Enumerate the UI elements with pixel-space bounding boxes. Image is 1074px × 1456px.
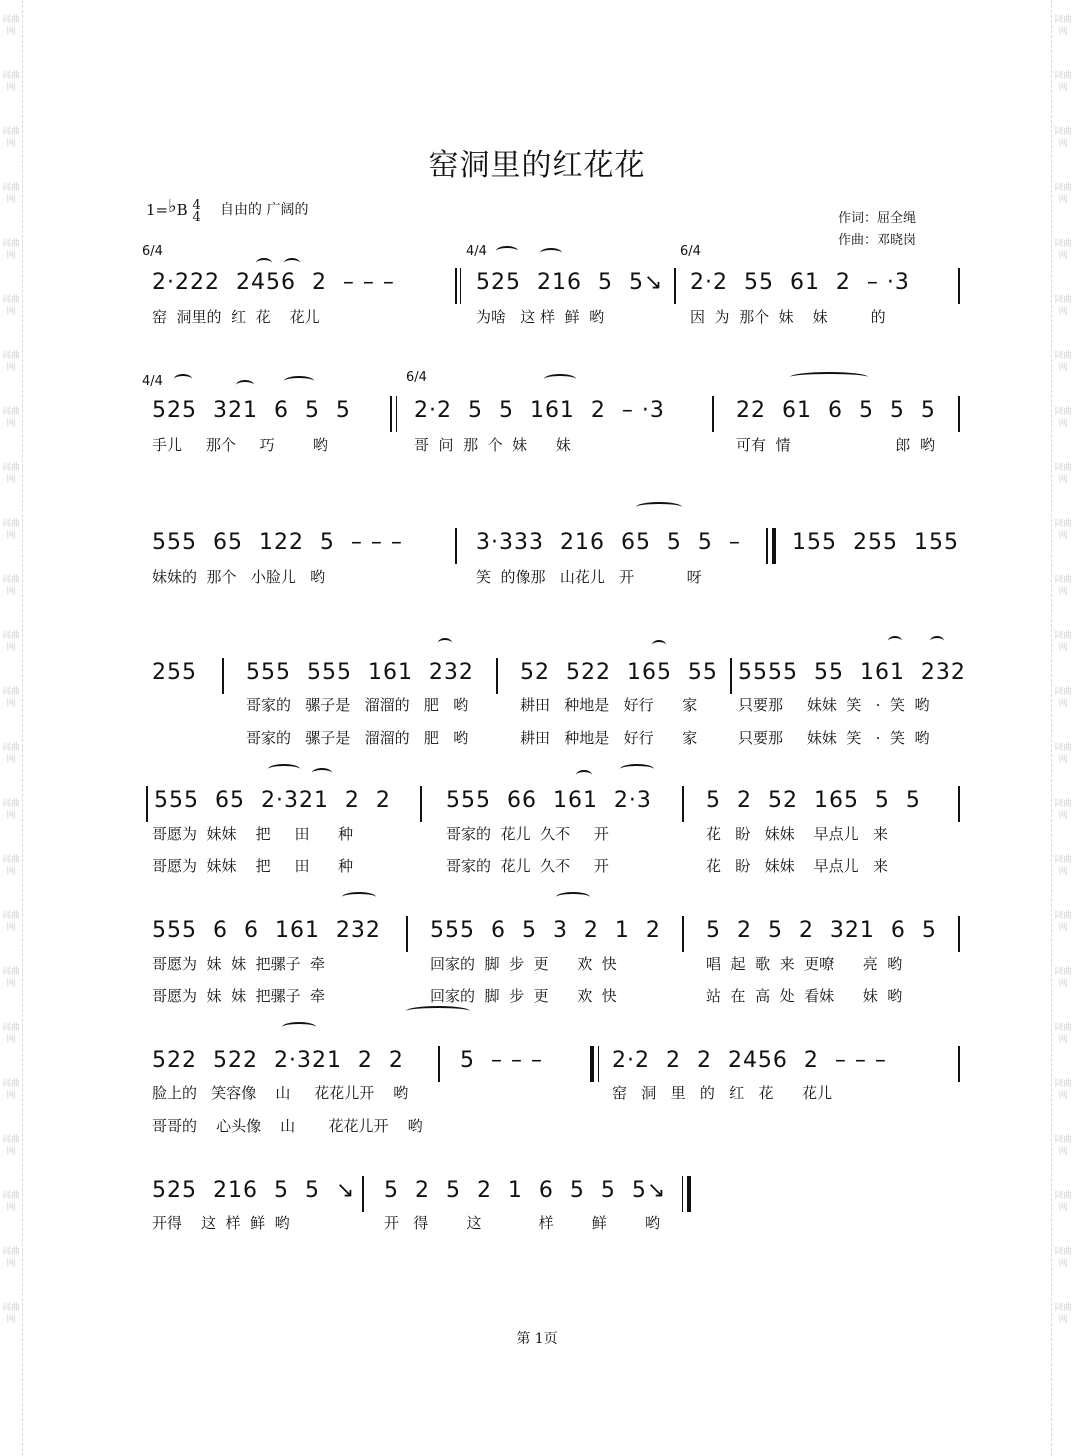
lyric-line: 脸上的 笑容像 山 花花儿开 哟 — [152, 1084, 409, 1102]
barline — [682, 916, 684, 952]
barline — [362, 1176, 364, 1212]
lyric-line: 唱 起 歌 来 更嘹 亮 哟 — [706, 955, 903, 973]
time-signature: 4 4 — [192, 198, 201, 225]
measure-notes: 5 2 5 2 1 6 5 5 5↘ — [384, 1178, 667, 1203]
lyric-line: 为啥 这 样 鲜 哟 — [476, 308, 605, 326]
lyricist-credit: 作词：屈全绳 — [838, 211, 917, 226]
lyric-line: 回家的 脚 步 更 欢 快 — [430, 955, 617, 973]
barline — [674, 268, 676, 304]
slur — [576, 770, 592, 780]
slur — [652, 640, 666, 650]
measure-notes: 525 216 5 5 ↘ — [152, 1178, 356, 1203]
lyric-line: 哥家的 骡子是 溜溜的 肥 哟 — [246, 696, 469, 714]
barline — [455, 268, 457, 304]
barline — [222, 658, 224, 694]
lyric-line: 笑 的像那 山花儿 开 呀 — [476, 568, 702, 586]
measure-notes: 2·2 5 5 161 2 – ·3 — [414, 398, 665, 423]
slur — [438, 638, 452, 648]
slur — [342, 892, 376, 902]
measure-notes: 5555 55 161 232 — [738, 660, 966, 685]
measure-notes: 155 255 155 — [792, 530, 959, 555]
measure-notes: 22 61 6 5 5 5 — [736, 398, 936, 423]
barline — [455, 528, 457, 564]
slur — [282, 1022, 316, 1032]
lyric-line-verse2: 回家的 脚 步 更 欢 快 — [430, 987, 617, 1005]
measure-notes: 5 2 52 165 5 5 — [706, 788, 921, 813]
meter-mark: 6/4 — [142, 244, 163, 259]
lyric-line-verse2: 站 在 高 处 看妹 妹 哟 — [706, 987, 903, 1005]
barline — [958, 1046, 960, 1082]
measure-notes: 255 — [152, 660, 197, 685]
slur — [256, 258, 272, 268]
lyric-line: 哥愿为 妹妹 把 田 种 — [152, 825, 354, 843]
slur — [544, 374, 576, 384]
barline — [146, 786, 148, 822]
meter-mark: 4/4 — [142, 374, 163, 389]
measure-notes: 555 65 122 5 – – – — [152, 530, 403, 555]
measure-notes: 555 555 161 232 — [246, 660, 474, 685]
meter-mark: 6/4 — [406, 370, 427, 385]
barline — [460, 268, 461, 304]
measure-notes: 5 – – – — [460, 1048, 543, 1073]
barline — [958, 268, 960, 304]
barline — [496, 658, 498, 694]
tempo-marking: 自由的 广阔的 — [220, 202, 309, 218]
lyric-line: 妹妹的 那个 小脸儿 哟 — [152, 568, 326, 586]
lyric-line-verse2: 哥家的 花儿 久不 开 — [446, 857, 609, 875]
slur — [620, 764, 654, 774]
measure-notes: 52 522 165 55 — [520, 660, 718, 685]
slur — [540, 248, 562, 258]
barline — [766, 528, 768, 564]
slur — [930, 636, 944, 646]
lyric-line-verse2: 哥愿为 妹妹 把 田 种 — [152, 857, 354, 875]
measure-notes: 2·2 2 2 2456 2 – – – — [612, 1048, 887, 1073]
song-title: 窑洞里的红花花 — [428, 148, 646, 183]
flat-icon: ♭ — [168, 196, 177, 217]
lyric-line-verse2: 哥愿为 妹 妹 把骡子 牵 — [152, 987, 326, 1005]
slur — [790, 372, 868, 382]
composer-credit: 作曲：邓晓岗 — [838, 233, 917, 248]
measure-notes: 2·2 55 61 2 – ·3 — [690, 270, 910, 295]
measure-notes: 525 321 6 5 5 — [152, 398, 351, 423]
barline — [958, 396, 960, 432]
slur — [236, 380, 254, 390]
measure-notes: 2·222 2456 2 – – – — [152, 270, 395, 295]
barline — [958, 786, 960, 822]
barline — [390, 396, 392, 432]
final-barline — [687, 1176, 691, 1212]
slur — [888, 636, 902, 646]
measure-notes: 3·333 216 65 5 5 – — [476, 530, 741, 555]
watermark-strip-right: 词曲网 词曲网 词曲网 词曲网 词曲网 词曲网 词曲网 词曲网 词曲网 词曲网 词曲网 词曲网 词曲网 词曲网 词曲网 词曲网 词曲网 词曲网 词曲网 词曲网 词曲网 词曲网 词曲网 词曲网 — [1051, 0, 1074, 1456]
lyric-line: 窑 洞 里 的 红 花 花儿 — [612, 1084, 833, 1102]
lyric-line-verse2: 哥哥的 心头像 山 花花儿开 哟 — [152, 1117, 423, 1135]
slur — [312, 768, 332, 778]
watermark-strip-left: 词曲网 词曲网 词曲网 词曲网 词曲网 词曲网 词曲网 词曲网 词曲网 词曲网 词曲网 词曲网 词曲网 词曲网 词曲网 词曲网 词曲网 词曲网 词曲网 词曲网 词曲网 词曲网 词曲网 词曲网 — [0, 0, 23, 1456]
barline — [438, 1046, 440, 1082]
lyric-line: 开得 这 样 鲜 哟 — [152, 1214, 290, 1232]
barline — [730, 658, 732, 694]
lyric-line: 开 得 这 样 鲜 哟 — [384, 1214, 660, 1232]
measure-notes: 555 65 2·321 2 2 — [154, 788, 391, 813]
measure-notes: 522 522 2·321 2 2 — [152, 1048, 404, 1073]
lyric-line: 因 为 那个 妹 妹 的 — [690, 308, 886, 326]
measure-notes: 555 6 6 161 232 — [152, 918, 381, 943]
meter-mark: 6/4 — [680, 244, 701, 259]
slur — [556, 892, 590, 902]
measure-notes: 555 66 161 2·3 — [446, 788, 652, 813]
slur — [284, 258, 300, 268]
barline — [712, 396, 714, 432]
measure-notes: 525 216 5 5↘ — [476, 270, 664, 295]
repeat-barline — [772, 528, 776, 564]
lyric-line: 哥愿为 妹 妹 把骡子 牵 — [152, 955, 326, 973]
barline — [598, 1046, 599, 1082]
page-number: 第 1页 — [516, 1331, 558, 1347]
repeat-barline — [590, 1046, 594, 1082]
slur — [636, 502, 682, 512]
slur — [268, 764, 300, 774]
lyric-line: 哥家的 花儿 久不 开 — [446, 825, 609, 843]
lyric-line: 耕田 种地是 好行 家 — [520, 696, 698, 714]
lyric-line-verse2: 耕田 种地是 好行 家 — [520, 729, 698, 747]
slur — [406, 1006, 470, 1016]
meter-mark: 4/4 — [466, 244, 487, 259]
lyric-line-verse2: 只要那 妹妹 笑 · 笑 哟 — [738, 729, 930, 747]
barline — [420, 786, 422, 822]
lyric-line-verse2: 花 盼 妹妹 早点儿 来 — [706, 857, 888, 875]
slur — [174, 374, 192, 384]
key-signature: 1=♭B 4 4 — [146, 196, 201, 225]
lyric-line: 窑 洞里的 红 花 花儿 — [152, 308, 320, 326]
lyric-line: 花 盼 妹妹 早点儿 来 — [706, 825, 888, 843]
slur — [284, 376, 314, 386]
lyric-line-verse2: 哥家的 骡子是 溜溜的 肥 哟 — [246, 729, 469, 747]
measure-notes: 555 6 5 3 2 1 2 — [430, 918, 661, 943]
barline — [396, 396, 397, 432]
barline — [682, 786, 684, 822]
slur — [496, 246, 518, 256]
barline — [682, 1176, 683, 1212]
barline — [958, 916, 960, 952]
lyric-line: 手儿 那个 巧 哟 — [152, 436, 328, 454]
lyric-line: 哥 问 那 个 妹 妹 — [414, 436, 571, 454]
measure-notes: 5 2 5 2 321 6 5 — [706, 918, 937, 943]
barline — [406, 916, 408, 952]
lyric-line: 只要那 妹妹 笑 · 笑 哟 — [738, 696, 930, 714]
lyric-line: 可有 情 郎 哟 — [736, 436, 935, 454]
